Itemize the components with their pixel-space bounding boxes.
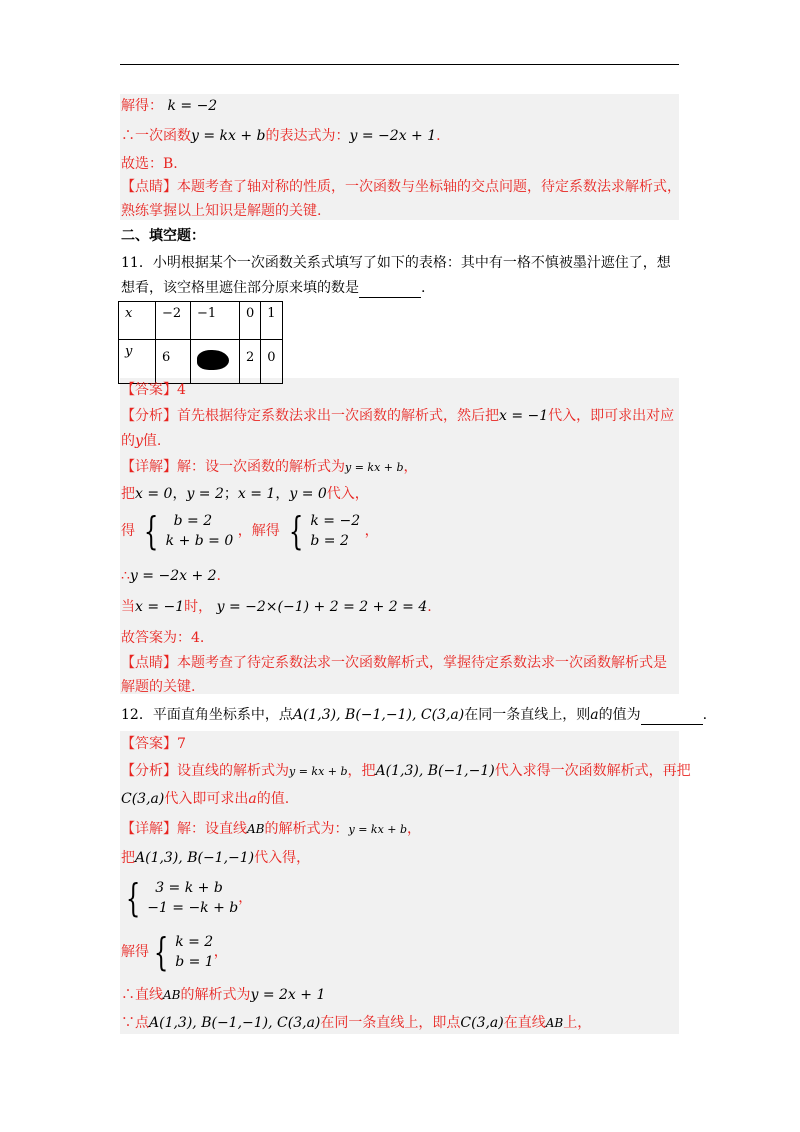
prev-solve-line: 解得： k = −2 bbox=[121, 98, 218, 114]
prev-tip-line-2: 熟练掌握以上知识是解题的关键. bbox=[121, 203, 322, 219]
q12-answer: 【答案】7 bbox=[121, 736, 186, 752]
q11-tip-line-1: 【点睛】本题考查了待定系数法求一次函数解析式，掌握待定系数法求一次函数解析式是 bbox=[121, 655, 667, 671]
table-cell: 6 bbox=[156, 340, 191, 384]
table-cell: −1 bbox=[191, 302, 240, 340]
q11-text-line-1: 11．小明根据某个一次函数关系式填写了如下的表格：其中有一格不慎被墨汁遮住了，想 bbox=[121, 255, 671, 271]
q11-answer: 【答案】4 bbox=[121, 382, 186, 398]
q12-system-line-2: 解得 { k = 2 b = 1 ， bbox=[121, 930, 228, 974]
table-cell: x bbox=[119, 302, 156, 340]
q12-detail-line: 【详解】解：设直线AB的解析式为：y = kx + b， bbox=[121, 821, 422, 837]
q11-substitute-line: 把x = 0，y = 2；x = 1，y = 0代入， bbox=[121, 486, 369, 502]
prev-tip-line-1: 【点睛】本题考查了轴对称的性质，一次函数与坐标轴的交点问题，待定系数法求解析式， bbox=[121, 179, 681, 195]
equation-system-3: { 3 = k + b −1 = −k + b bbox=[125, 876, 239, 920]
q12-answer-blank bbox=[641, 710, 703, 725]
prev-expression-line: ∴一次函数y = kx + b的表达式为：y = −2x + 1. bbox=[121, 128, 441, 144]
section-title: 二、填空题： bbox=[121, 228, 205, 244]
q11-tip-line-2: 解题的关键. bbox=[121, 679, 196, 695]
prev-choice-line: 故选：B. bbox=[121, 156, 178, 172]
header-rule bbox=[120, 64, 679, 65]
q12-analysis-line-1: 【分析】设直线的解析式为y = kx + b，把A(1,3), B(−1,−1)代入求得一次函数解析式，再把 bbox=[121, 763, 691, 779]
q11-final-line: 故答案为：4. bbox=[121, 630, 205, 646]
table-cell: y bbox=[119, 340, 156, 384]
table-row-y bbox=[119, 340, 283, 384]
q11-when-line: 当x = −1时， y = −2×(−1) + 2 = 2 + 2 = 4. bbox=[121, 599, 432, 615]
ink-blot-cell bbox=[191, 340, 240, 384]
table-cell: −2 bbox=[156, 302, 191, 340]
q11-system-line: 得 { b = 2 k + b = 0 ，解得 { k = −2 b = 2 ， bbox=[121, 509, 379, 553]
ink-blot bbox=[197, 350, 229, 370]
q11-answer-blank bbox=[359, 283, 421, 298]
q11-value-table bbox=[118, 301, 283, 384]
q12-system-line-1: { 3 = k + b −1 = −k + b ， bbox=[121, 878, 252, 918]
equation-system-4: { k = 2 b = 1 bbox=[153, 930, 214, 974]
table-cell: 2 bbox=[240, 340, 261, 384]
table-cell: 0 bbox=[240, 302, 261, 340]
q12-therefore-line: ∴直线AB的解析式为y = 2x + 1 bbox=[121, 987, 326, 1003]
q11-analysis-line-2: 的y值. bbox=[121, 433, 162, 449]
q11-text-line-2: 想看，该空格里遮住部分原来填的数是 . bbox=[121, 280, 426, 296]
equation-system-2: { k = −2 b = 2 bbox=[289, 509, 361, 553]
q11-detail-line: 【详解】解：设一次函数的解析式为y = kx + b， bbox=[121, 459, 418, 475]
table-cell: 1 bbox=[261, 302, 282, 340]
q12-because-line: ∵点A(1,3), B(−1,−1), C(3,a)在同一条直线上，即点C(3,a)在直线AB上， bbox=[121, 1015, 592, 1031]
q12-text-line: 12．平面直角坐标系中，点A(1,3), B(−1,−1), C(3,a)在同一条直线上，则a的值为 . bbox=[121, 707, 708, 723]
q12-analysis-line-2: C(3,a)代入即可求出a的值. bbox=[121, 791, 290, 807]
q12-substitute-line: 把A(1,3), B(−1,−1)代入得， bbox=[121, 850, 311, 866]
equation-system-1: { b = 2 k + b = 0 bbox=[144, 509, 234, 553]
table-row-x bbox=[119, 302, 283, 340]
q11-therefore-line: ∴y = −2x + 2. bbox=[121, 568, 221, 584]
table-cell: 0 bbox=[261, 340, 282, 384]
q11-analysis-line-1: 【分析】首先根据待定系数法求出一次函数的解析式，然后把x = −1代入，即可求出对应 bbox=[121, 408, 675, 424]
